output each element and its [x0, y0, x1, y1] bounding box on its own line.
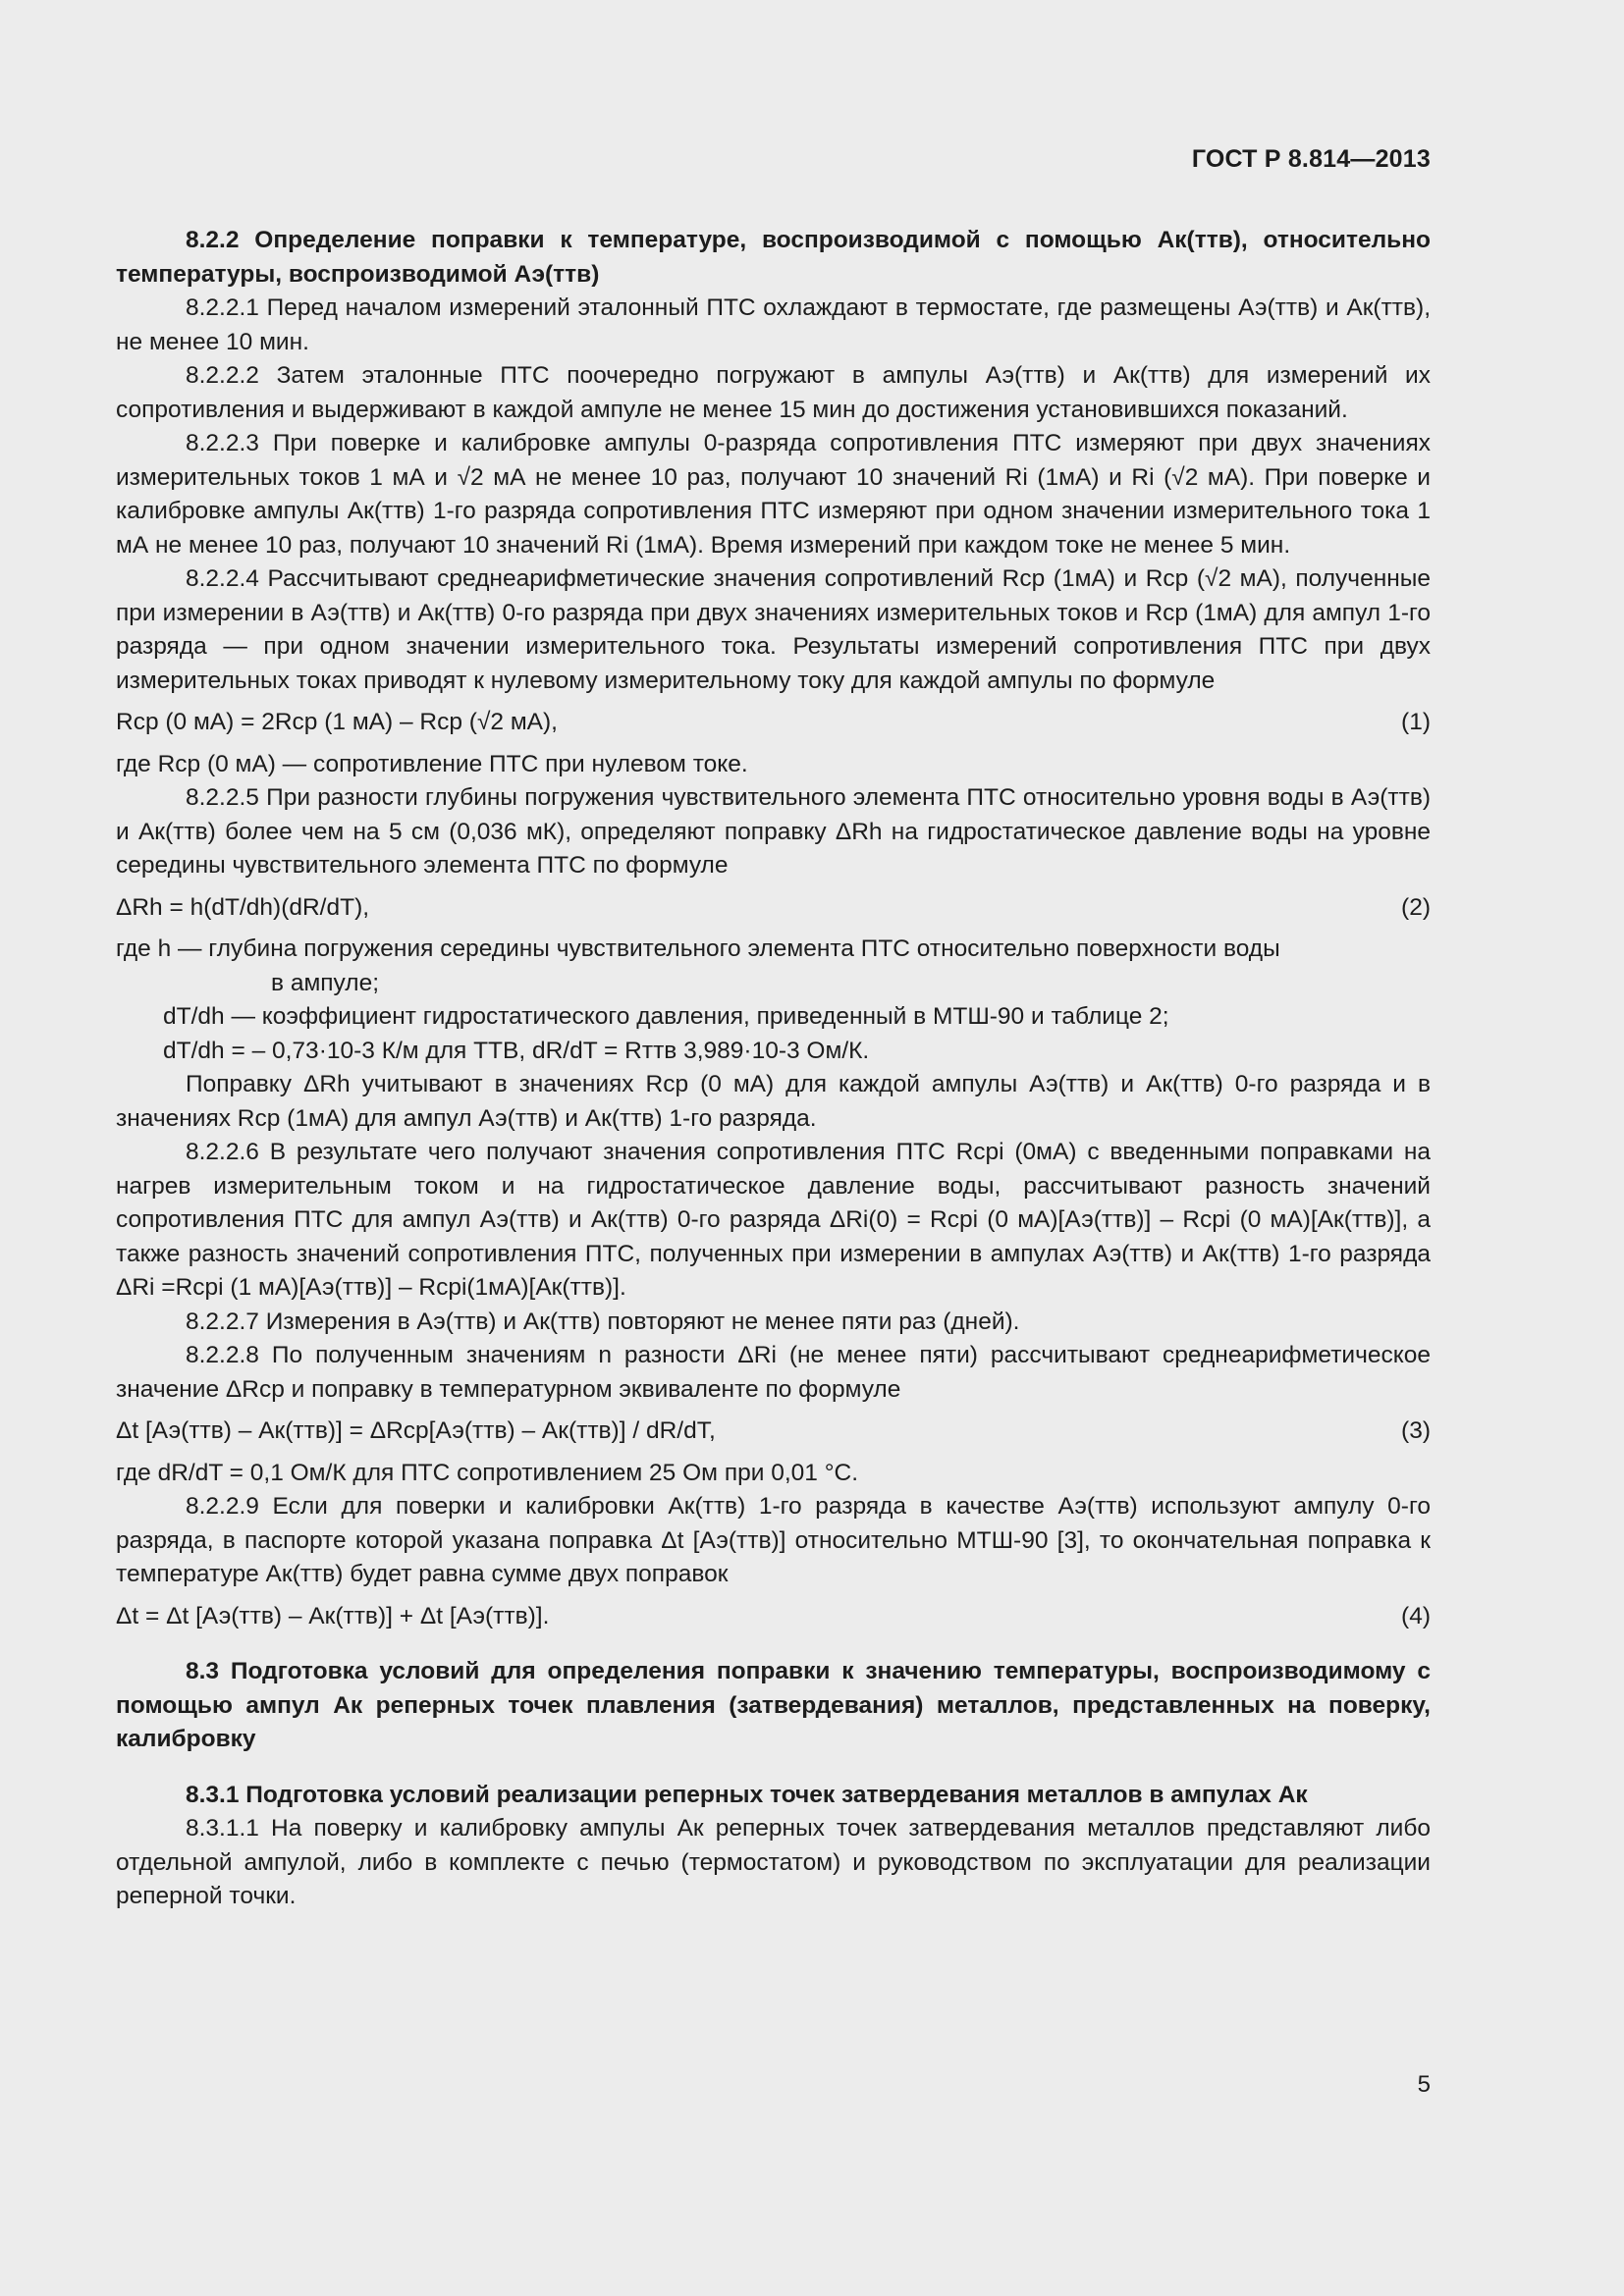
- paragraph-correction: Поправку ΔRh учитывают в значениях Rср (0 мА) для каждой ампулы Аэ(ттв) и Ак(ттв) 0-го разряда и в значениях Rср (1мА) для ампул Аэ(ттв) и Ак(ттв) 1-го разряда.: [116, 1071, 1431, 1132]
- formula-3-where: где dR/dT = 0,1 Ом/К для ПТС сопротивлением 25 Ом при 0,01 °С.: [116, 1459, 858, 1486]
- document-body: [116, 224, 1431, 1914]
- formula-4: [116, 1600, 1431, 1634]
- formula-1-number: (1): [1401, 709, 1431, 735]
- formula-4-number: (4): [1401, 1602, 1431, 1629]
- formula-2-legend-1: dT/dh — коэффициент гидростатического давления, приведенный в МТШ-90 и таблице 2;: [163, 1003, 1169, 1030]
- page-number: 5: [1417, 2071, 1431, 2098]
- formula-2: [116, 891, 1431, 926]
- paragraph-8-2-2-4: 8.2.2.4 Рассчитывают среднеарифметические значения сопротивлений Rср (1мА) и Rср (√2 мА), полученные при измерении в Аэ(ттв) и Ак(ттв) 0-го разряда при двух значениях измерительных токов и Rср (1мА) для ампул 1-го разряда — при одном значении измерительного тока. Результаты измерений сопротивления ПТС при двух измерительных токах приводят к нулевому измерительному току для каждой ампулы по формуле: [116, 565, 1431, 694]
- section-heading-8-3: 8.3 Подготовка условий для определения поправки к значению температуры, воспроизводимому с помощью ампул Ак реперных точек плавления (затвердевания) металлов, представленных на поверку, калибровку: [116, 1658, 1431, 1752]
- formula-3: [116, 1415, 1431, 1449]
- formula-1-where: где Rср (0 мА) — сопротивление ПТС при нулевом токе.: [116, 750, 748, 777]
- formula-1: [116, 706, 1431, 740]
- formula-2-where-continued: в ампуле;: [271, 969, 379, 996]
- formula-2-where: где h — глубина погружения середины чувствительного элемента ПТС относительно поверхности воды: [116, 935, 1280, 962]
- paragraph-8-2-2-2: 8.2.2.2 Затем эталонные ПТС поочередно погружают в ампулы Аэ(ттв) и Ак(ттв) для измерений их сопротивления и выдерживают в каждой ампуле не менее 15 мин до достижения установившихся показаний.: [116, 362, 1431, 423]
- formula-3-expression: Δt [Аэ(ттв) – Ак(ттв)] = ΔRср[Аэ(ттв) – Ак(ттв)] / dR/dT,: [116, 1417, 716, 1444]
- formula-3-number: (3): [1401, 1417, 1431, 1444]
- paragraph-8-2-2-9: 8.2.2.9 Если для поверки и калибровки Ак(ттв) 1-го разряда в качестве Аэ(ттв) используют ампулу 0-го разряда, в паспорте которой указана поправка Δt [Аэ(ттв)] относительно МТШ-90 [3], то окончательная поправка к температуре Ак(ттв) будет равна сумме двух поправок: [116, 1493, 1431, 1587]
- formula-2-number: (2): [1401, 893, 1431, 921]
- paragraph-8-2-2-3: 8.2.2.3 При поверке и калибровке ампулы 0-разряда сопротивления ПТС измеряют при двух значениях измерительных токов 1 мА и √2 мА не менее 10 раз, получают 10 значений Ri (1мА) и Ri (√2 мА). При поверке и калибровке ампулы Ак(ттв) 1-го разряда сопротивления ПТС измеряют при одном значении измерительного тока 1 мА не менее 10 раз, получают 10 значений Ri (1мА). Время измерений при каждом токе не менее 5 мин.: [116, 430, 1431, 559]
- paragraph-8-2-2-1: 8.2.2.1 Перед началом измерений эталонный ПТС охлаждают в термостате, где размещены Аэ(ттв) и Ак(ттв), не менее 10 мин.: [116, 294, 1431, 355]
- paragraph-8-2-2-7: 8.2.2.7 Измерения в Аэ(ттв) и Ак(ттв) повторяют не менее пяти раз (дней).: [186, 1308, 1020, 1335]
- formula-2-expression: ΔRh = h(dT/dh)(dR/dT),: [116, 893, 370, 921]
- section-heading-8-2-2: 8.2.2 Определение поправки к температуре, воспроизводимой с помощью Ак(ттв), относительно температуры, воспроизводимой Аэ(ттв): [116, 227, 1431, 288]
- paragraph-8-2-2-6: 8.2.2.6 В результате чего получают значения сопротивления ПТС Rсрi (0мА) с введенными поправками на нагрев измерительным током и на гидростатическое давление воды, рассчитывают разность значений сопротивления ПТС для ампул Аэ(ттв) и Ак(ттв) 0-го разряда ΔRi(0) = Rсрi (0 мА)[Аэ(ттв)] – Rсрi (0 мА)[Ак(ттв)], а также разность значений сопротивления ПТС, полученных при измерении в ампулах Аэ(ттв) и Ак(ттв) 1-го разряда ΔRi =Rсрi (1 мА)[Аэ(ттв)] – Rсрi(1мА)[Ак(ттв)].: [116, 1139, 1431, 1301]
- section-heading-8-3-1: 8.3.1 Подготовка условий реализации реперных точек затвердевания металлов в ампулах Ак: [186, 1781, 1308, 1808]
- formula-1-expression: Rср (0 мА) = 2Rср (1 мА) – Rср (√2 мА),: [116, 709, 558, 735]
- paragraph-8-2-2-8: 8.2.2.8 По полученным значениям n разности ΔRi (не менее пяти) рассчитывают среднеарифметическое значение ΔRср и поправку в температурном эквиваленте по формуле: [116, 1342, 1431, 1403]
- paragraph-8-3-1-1: 8.3.1.1 На поверку и калибровку ампулы Ак реперных точек затвердевания металлов представляют либо отдельной ампулой, либо в комплекте с печью (термостатом) и руководством по эксплуатации для реализации реперной точки.: [116, 1815, 1431, 1909]
- formula-2-legend-2: dT/dh = – 0,73·10-3 К/м для ТТВ, dR/dT = Rттв 3,989·10-3 Ом/К.: [163, 1037, 870, 1064]
- document-header: ГОСТ Р 8.814—2013: [1191, 145, 1431, 173]
- formula-4-expression: Δt = Δt [Аэ(ттв) – Ак(ттв)] + Δt [Аэ(ттв)].: [116, 1602, 550, 1629]
- paragraph-8-2-2-5: 8.2.2.5 При разности глубины погружения чувствительного элемента ПТС относительно уровня воды в Аэ(ттв) и Ак(ттв) более чем на 5 см (0,036 мК), определяют поправку ΔRh на гидростатическое давление воды на уровне середины чувствительного элемента ПТС по формуле: [116, 784, 1431, 879]
